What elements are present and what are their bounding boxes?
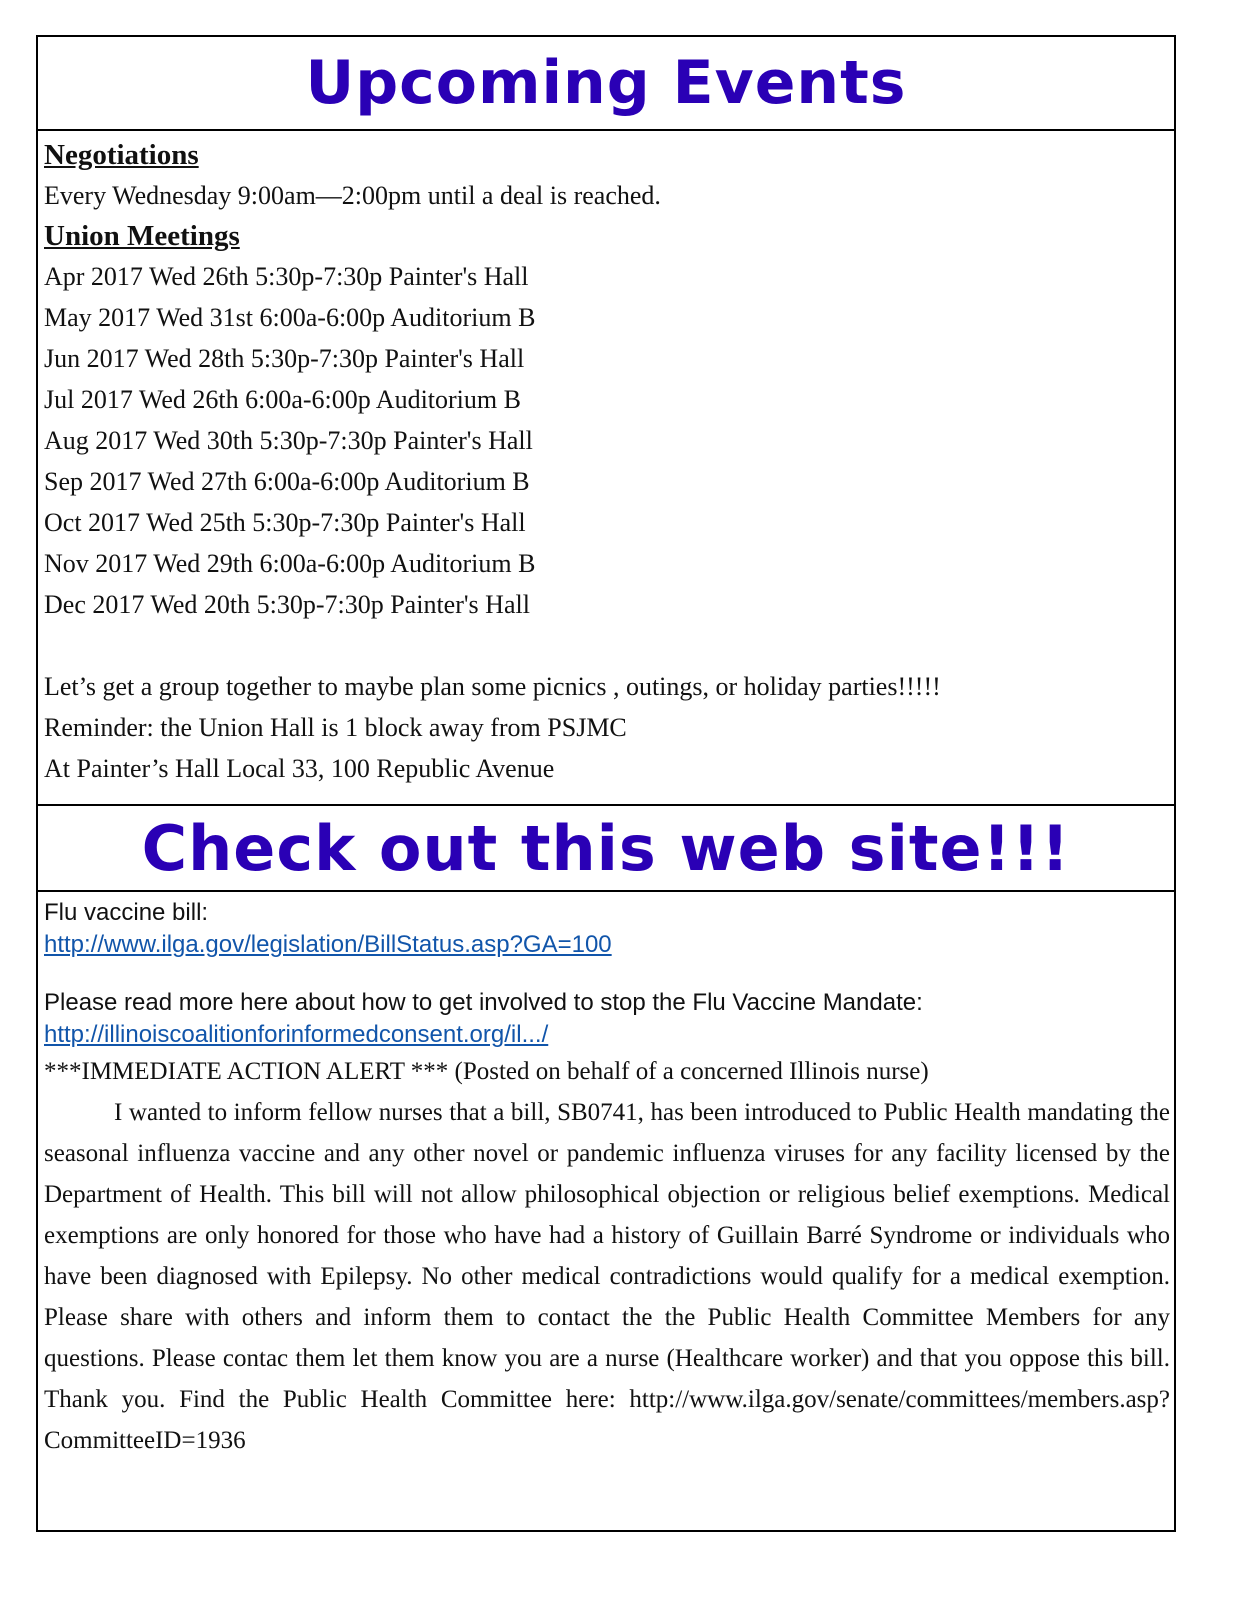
negotiations-heading: Negotiations [44,139,199,171]
union-meetings-heading: Union Meetings [44,220,240,252]
flu-bill-link[interactable]: http://www.ilga.gov/legislation/BillStatus.asp?GA=100 [44,931,612,958]
alert-body-paragraph: I wanted to inform fellow nurses that a bill, SB0741, has been introduced to Public Health mandating the seasonal influenza vaccine and any other novel or pandemic influenza viruses for any facility licensed by the Department of Health. This bill will not allow philosophical objection or religious belief exemptions. Medical exemptions are only honored for those who have had a history of Guillain Barré Syndrome or individuals who have been diagnosed with Epilepsy. No other medical contradictions would qualify for a medical exemption. Please share with others and inform them to contact the the Public Health Committee Members for any questions. Please contac them let them know you are a nurse (Healthcare worker) and that you oppose this bill. Thank you. Find the Public Health Committee here: http://www.ilga.gov/senate/committees/members.asp?CommitteeID=1936 [44,1099,1170,1454]
divider [38,804,1174,806]
meeting-item: Oct 2017 Wed 25th 5:30p-7:30p Painter's Hall [44,508,526,537]
action-alert-line: ***IMMEDIATE ACTION ALERT *** (Posted on behalf of a concerned Illinois nurse) [44,1058,929,1085]
note-address: At Painter’s Hall Local 33, 100 Republic Avenue [44,754,555,783]
divider [38,129,1174,131]
upcoming-events-title: Upcoming Events [305,48,907,118]
meeting-item: Jun 2017 Wed 28th 5:30p-7:30p Painter's Hall [44,344,525,373]
note-picnics: Let’s get a group together to maybe plan some picnics , outings, or holiday parties!!!!! [44,672,941,701]
spacer [44,625,1164,666]
meeting-item: May 2017 Wed 31st 6:00a-6:00p Auditorium B [44,303,536,332]
web-section [44,897,1170,1461]
flu-bill-label: Flu vaccine bill: [44,899,209,926]
meeting-item: Apr 2017 Wed 26th 5:30p-7:30p Painter's Hall [44,262,529,291]
read-more-text: Please read more here about how to get involved to stop the Flu Vaccine Mandate: [44,989,923,1016]
newsletter-page [36,35,1176,1532]
coalition-link[interactable]: http://illinoiscoalitionforinformedconsent.org/il.../ [44,1021,549,1048]
web-site-title: Check out this web site!!! [141,812,1071,885]
meeting-item: Jul 2017 Wed 26th 6:00a-6:00p Auditorium B [44,385,521,414]
negotiations-schedule: Every Wednesday 9:00am—2:00pm until a deal is reached. [44,181,661,210]
meeting-item: Aug 2017 Wed 30th 5:30p-7:30p Painter's Hall [44,426,533,455]
spacer [44,961,1170,987]
divider [38,890,1174,892]
meeting-item: Dec 2017 Wed 20th 5:30p-7:30p Painter's Hall [44,590,530,619]
meeting-item: Nov 2017 Wed 29th 6:00a-6:00p Auditorium B [44,549,536,578]
events-section [44,135,1164,789]
meeting-item: Sep 2017 Wed 27th 6:00a-6:00p Auditorium B [44,467,530,496]
note-reminder: Reminder: the Union Hall is 1 block away from PSJMC [44,713,627,742]
